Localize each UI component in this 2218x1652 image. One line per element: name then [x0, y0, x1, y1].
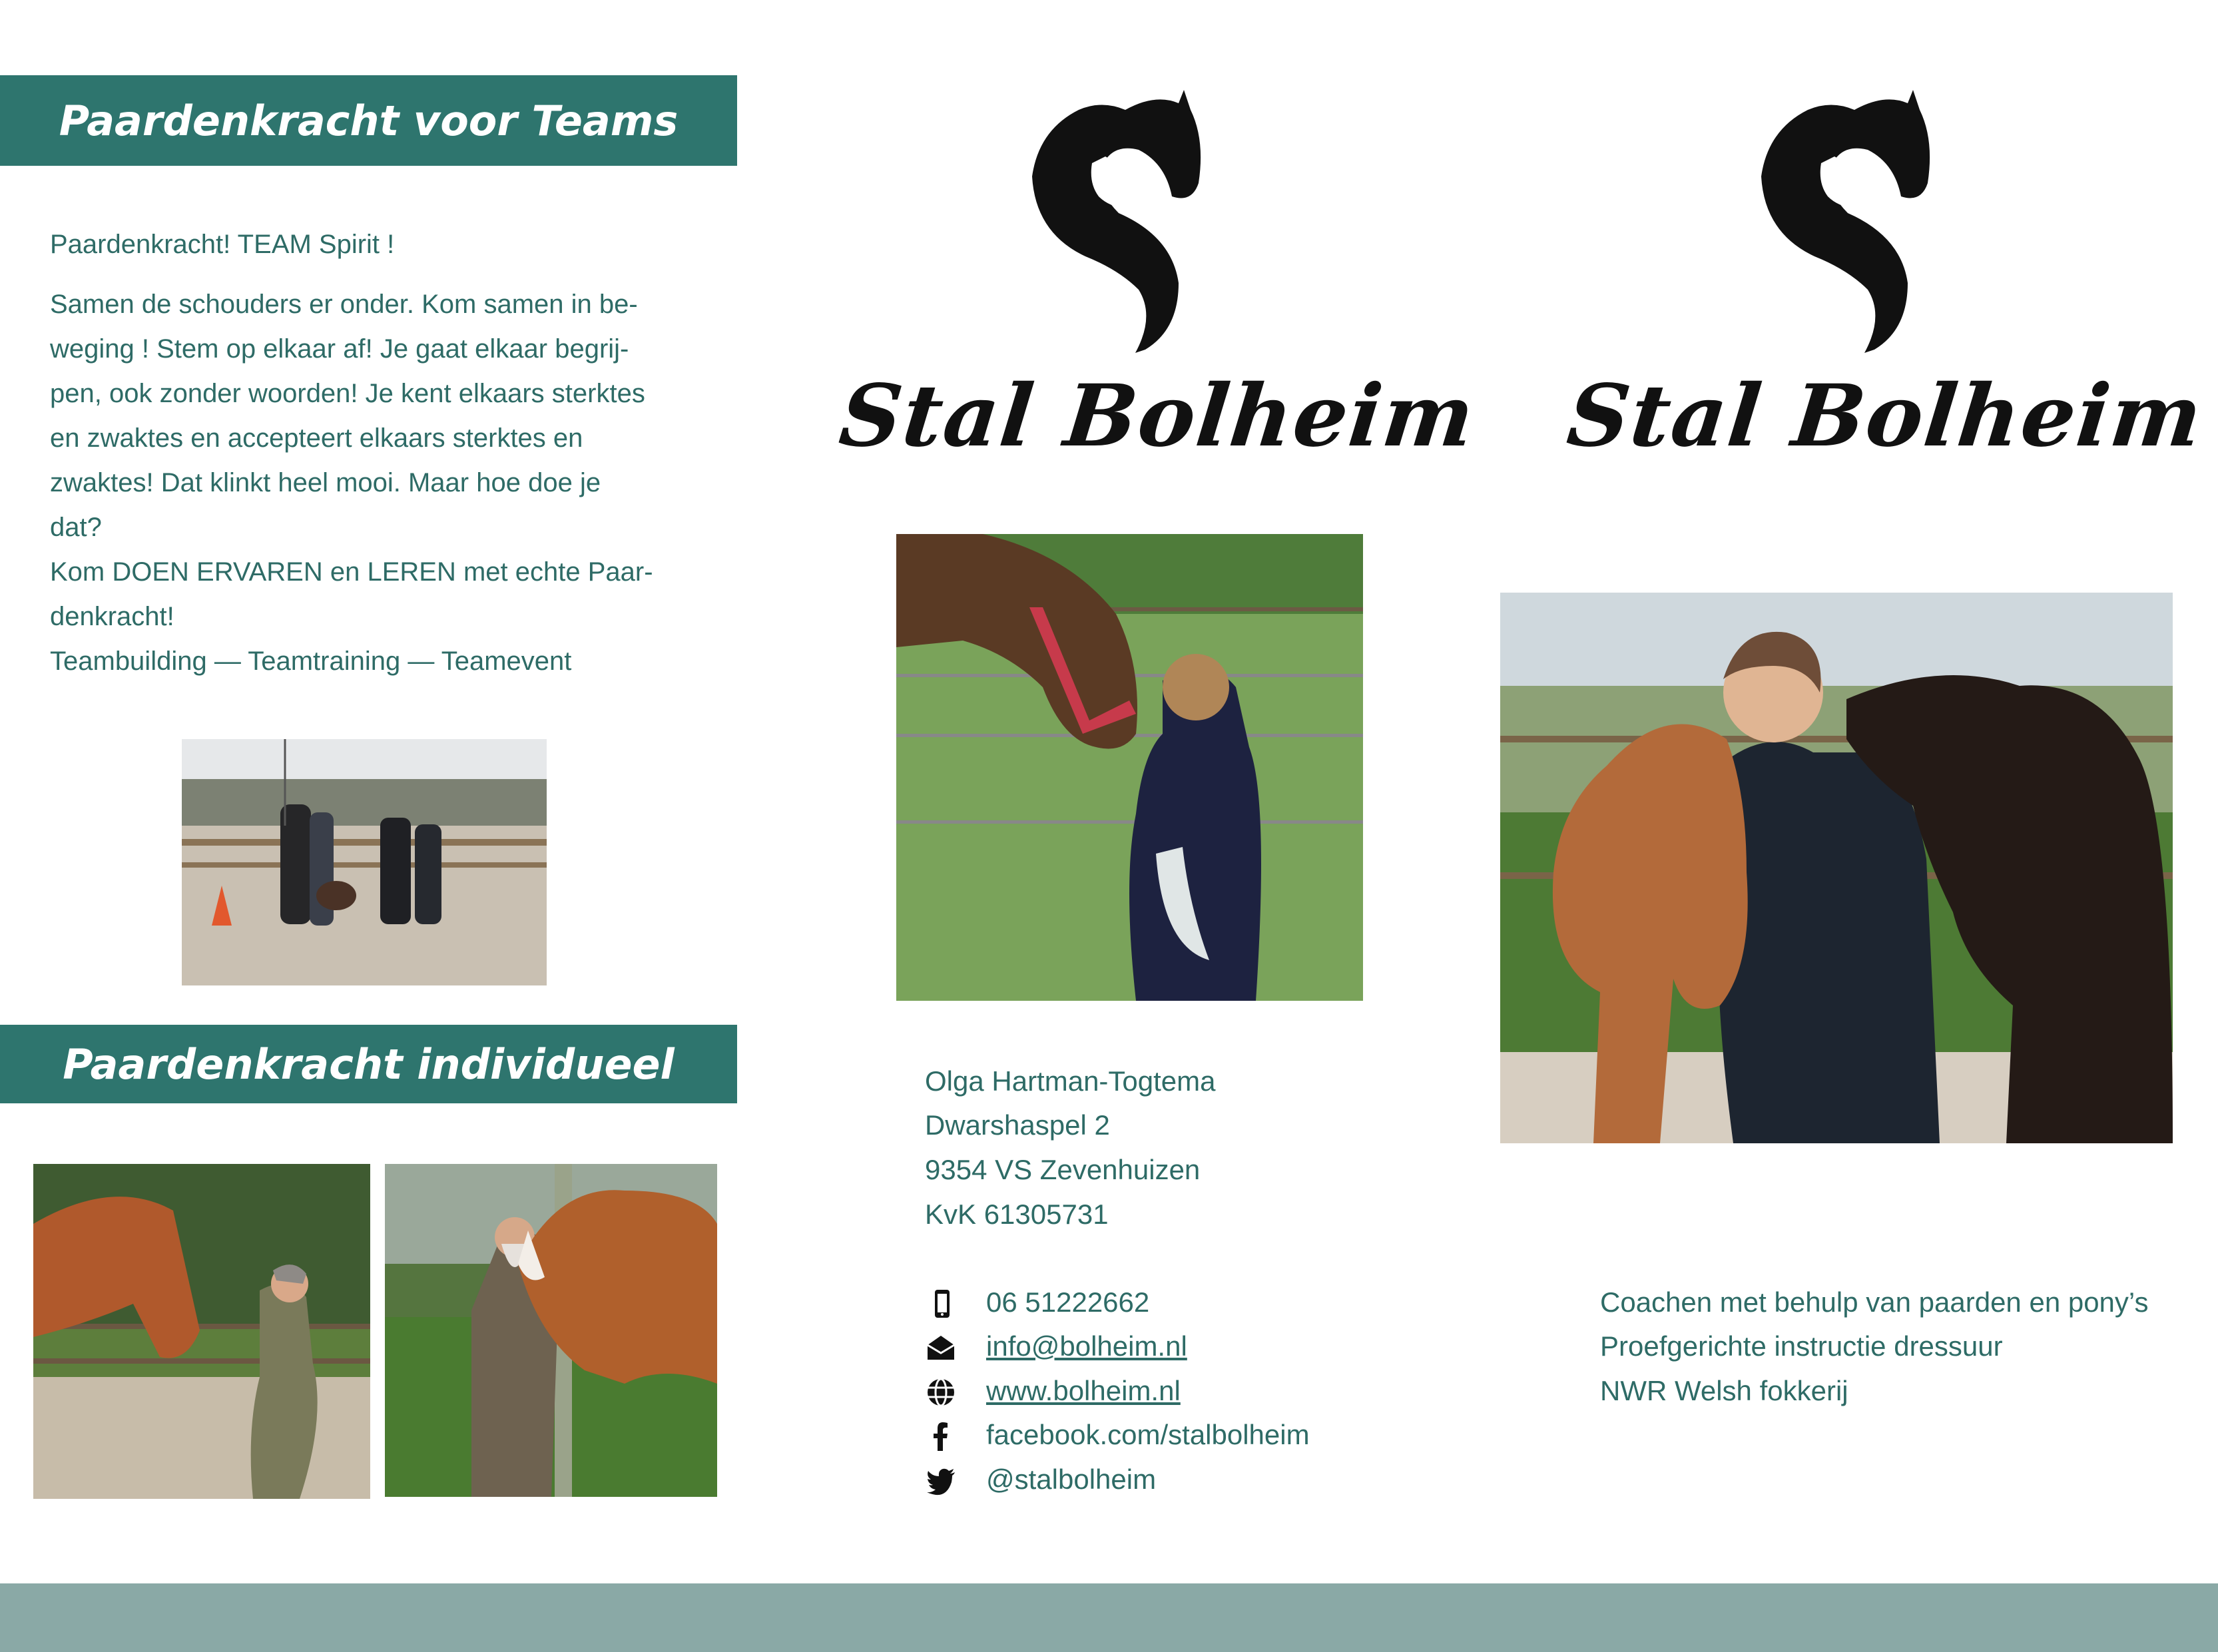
teams-body-line: Teambuilding — Teamtraining — Teamevent	[50, 647, 572, 676]
service-dressuur: Proefgerichte instructie dressuur	[1600, 1330, 2003, 1362]
girl-horse-photo	[896, 534, 1363, 1001]
contact-facebook[interactable]: facebook.com/stalbolheim	[986, 1419, 1310, 1450]
teams-body-line: zwaktes! Dat klinkt heel mooi. Maar hoe doe je	[50, 468, 601, 497]
contact-kvk: KvK 61305731	[925, 1199, 1109, 1230]
teams-body-line: pen, ook zonder woorden! Je kent elkaars sterktes	[50, 379, 645, 408]
logo-text-right: Stal Bolheim	[1563, 366, 2208, 466]
facebook-icon	[926, 1422, 956, 1452]
teams-body-line: en zwaktes en accepteert elkaars sterktes en	[50, 423, 583, 453]
logo-text-center: Stal Bolheim	[835, 366, 1480, 466]
teams-heading: Paardenkracht voor Teams	[0, 75, 737, 166]
teams-body-line: weging ! Stem op elkaar af! Je gaat elkaar begrij-	[50, 334, 629, 364]
teams-body	[50, 282, 653, 684]
teams-body-line: dat?	[50, 513, 102, 542]
globe-icon	[926, 1377, 956, 1408]
contact-city: 9354 VS Zevenhuizen	[925, 1154, 1201, 1185]
logo-mark-center	[1019, 90, 1205, 356]
teams-body-line: Samen de schouders er onder. Kom samen in be-	[50, 290, 638, 319]
contact-phone[interactable]: 06 51222662	[986, 1286, 1150, 1318]
contact-name: Olga Hartman-Togtema	[925, 1065, 1216, 1097]
contact-street: Dwarshaspel 2	[925, 1109, 1110, 1141]
team-training-photo	[182, 739, 547, 985]
contact-email-link[interactable]: info@bolheim.nl	[986, 1330, 1187, 1362]
phone-icon	[927, 1288, 958, 1319]
horse-woman-photo	[33, 1164, 370, 1499]
individueel-heading: Paardenkracht individueel	[0, 1025, 737, 1103]
footer-band	[0, 1583, 2218, 1652]
envelope-icon	[926, 1332, 956, 1362]
teams-body-line: denkracht!	[50, 602, 174, 631]
logo-mark-right	[1748, 90, 1934, 356]
service-coaching: Coachen met behulp van paarden en pony’s	[1600, 1286, 2149, 1318]
service-fokkerij: NWR Welsh fokkerij	[1600, 1375, 1848, 1406]
woman-ponies-photo	[1500, 593, 2173, 1143]
contact-website-link[interactable]: www.bolheim.nl	[986, 1375, 1181, 1406]
contact-twitter[interactable]: @stalbolheim	[986, 1464, 1157, 1495]
teams-intro: Paardenkracht! TEAM Spirit !	[50, 230, 395, 259]
teams-body-line: Kom DOEN ERVAREN en LEREN met echte Paar-	[50, 557, 653, 587]
horse-man-photo	[385, 1164, 717, 1497]
twitter-icon	[926, 1466, 956, 1497]
